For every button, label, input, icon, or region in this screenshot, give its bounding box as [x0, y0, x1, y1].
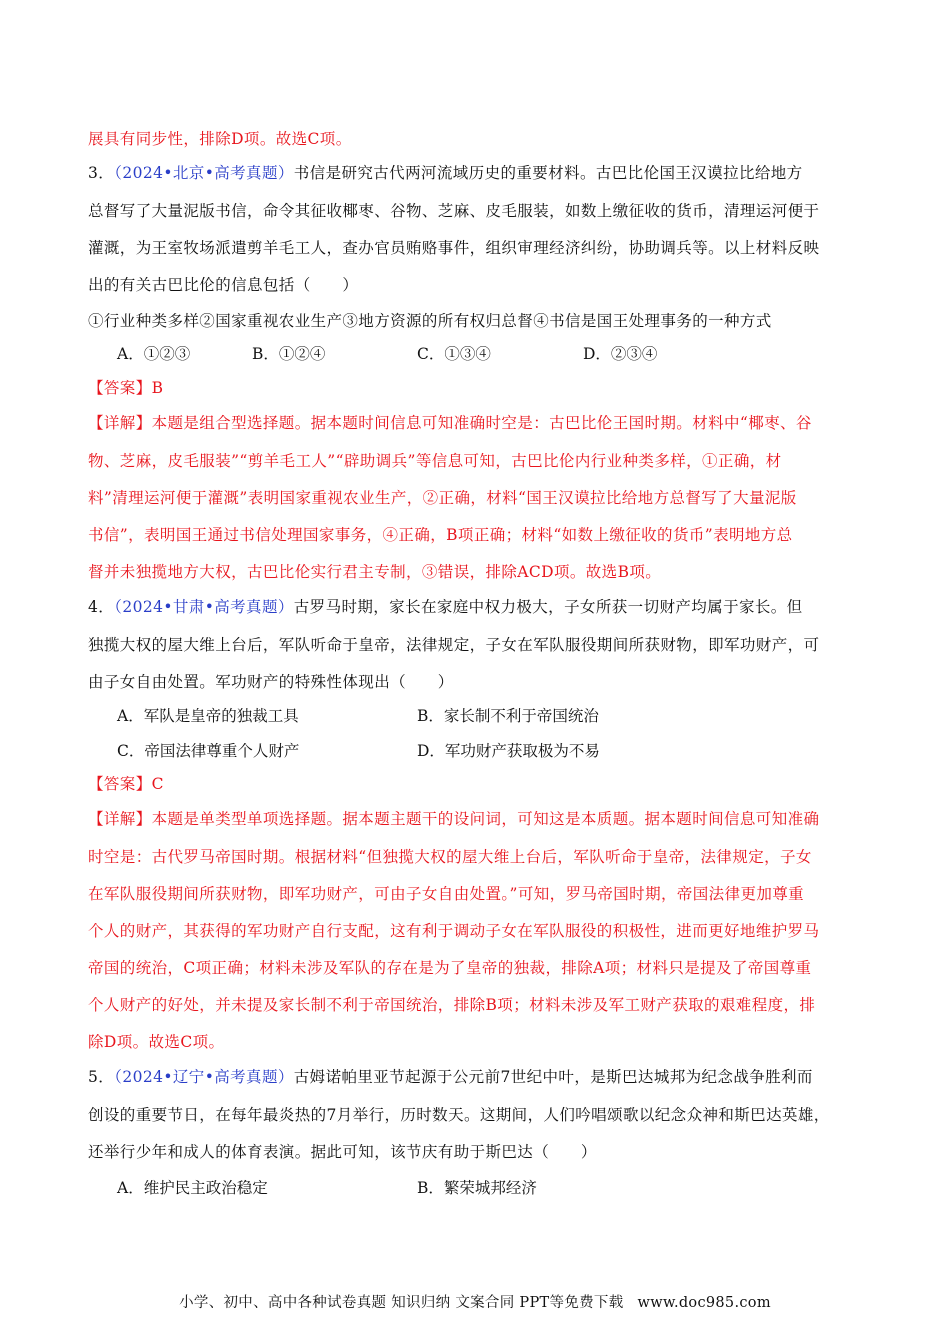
q4-detail-line: 时空是：古代罗马帝国时期。根据材料“但独揽大权的屋大维上台后，军队听命于皇帝，法律规定，子女 [88, 848, 812, 866]
q4-answer: 【答案】C [88, 775, 164, 793]
q4-option-a: A．军队是皇帝的独裁工具 [117, 707, 299, 725]
q5-stem-line: 还举行少年和成人的体育表演。据此可知，该节庆有助于斯巴达（ ） [88, 1143, 597, 1161]
q4-option-c: C．帝国法律尊重个人财产 [117, 742, 300, 760]
q3-stem-line: 出的有关古巴比伦的信息包括（ ） [88, 276, 359, 294]
q4-first-line [88, 596, 803, 618]
q3-number: 3． [88, 164, 115, 182]
q4-detail-line: 个人的财产，其获得的军功财产自行支配，这有利于调动子女在军队服役的积极性，进而更好地维护罗马 [88, 922, 820, 940]
q4-detail-line: 【详解】本题是单类型单项选择题。据本题主题干的设问词，可知这是本质题。据本题时间信息可知准确 [88, 810, 820, 828]
footer-url-link[interactable]: www.doc985.com [637, 1295, 771, 1311]
q4-stem-line: 独揽大权的屋大维上台后，军队听命于皇帝，法律规定，子女在军队服役期间所获财物，即军功财产，可 [88, 636, 820, 654]
q4-detail-line: 个人财产的好处，并未提及家长制不利于帝国统治，排除B项；材料未涉及军工财产获取的艰难程度，排 [88, 996, 816, 1014]
q3-first-line [88, 162, 803, 184]
q3-option-b: B．①②④ [252, 345, 326, 363]
q5-source: （2024•辽宁•高考真题） [114, 1068, 294, 1086]
q5-stem-line: 古姆诺帕里亚节起源于公元前7世纪中叶，是斯巴达城邦为纪念战争胜利而 [293, 1068, 813, 1086]
q4-option-d: D．军功财产获取极为不易 [417, 742, 600, 760]
q5-first-line [88, 1066, 813, 1088]
q4-detail-line: 帝国的统治，C项正确；材料未涉及军队的存在是为了皇帝的独裁，排除A项；材料只是提及了帝国尊重 [88, 959, 812, 977]
q5-number: 5． [88, 1068, 115, 1086]
q5-option-a: A．维护民主政治稳定 [117, 1179, 268, 1197]
q3-option-d: D．②③④ [583, 345, 658, 363]
q3-detail-line: 书信”，表明国王通过书信处理国家事务，④正确，B项正确；材料“如数上缴征收的货币”表明地方总 [88, 526, 793, 544]
q4-detail-line: 除D项。故选C项。 [88, 1033, 225, 1051]
q3-source: （2024•北京•高考真题） [114, 164, 294, 182]
q3-detail-line: 督并未独揽地方大权，古巴比伦实行君主专制，③错误，排除ACD项。故选B项。 [88, 563, 662, 581]
q3-detail-line: 【详解】本题是组合型选择题。据本题时间信息可知准确时空是：古巴比伦王国时期。材料中“椰枣、谷 [88, 414, 812, 432]
q3-statements: ①行业种类多样②国家重视农业生产③地方资源的所有权归总督④书信是国王处理事务的一种方式 [88, 312, 772, 330]
q5-stem-line: 创设的重要节日，在每年最炎热的7月举行，历时数天。这期间，人们吟唱颂歌以纪念众神和斯巴达英雄， [88, 1106, 830, 1124]
q4-source: （2024•甘肃•高考真题） [114, 598, 294, 616]
page-footer [0, 1291, 950, 1312]
q4-option-b: B．家长制不利于帝国统治 [417, 707, 599, 725]
q3-option-c: C．①③④ [417, 345, 491, 363]
q4-number: 4． [88, 598, 115, 616]
q3-answer: 【答案】B [88, 379, 164, 397]
q5-option-b: B．繁荣城邦经济 [417, 1179, 537, 1197]
q3-stem-line: 书信是研究古代两河流域历史的重要材料。古巴比伦国王汉谟拉比给地方 [293, 164, 803, 182]
q3-detail-line: 物、芝麻，皮毛服装”“剪羊毛工人”“辟助调兵”等信息可知，古巴比伦内行业种类多样，①正确，材 [88, 452, 782, 470]
q3-stem-line: 灌溉，为王室牧场派遣剪羊毛工人，查办官员贿赂事件，组织审理经济纠纷，协助调兵等。以上材料反映 [88, 239, 820, 257]
q3-option-a: A．①②③ [117, 345, 191, 363]
q3-detail-line: 料”清理运河便于灌溉”表明国家重视农业生产，②正确，材料“国王汉谟拉比给地方总督写了大量泥版 [88, 489, 797, 507]
q4-detail-line: 在军队服役期间所获财物，即军功财产，可由子女自由处置。”可知，罗马帝国时期，帝国法律更加尊重 [88, 885, 805, 903]
q3-stem-line: 总督写了大量泥版书信，命令其征收椰枣、谷物、芝麻、皮毛服装，如数上缴征收的货币，清理运河便于 [88, 202, 820, 220]
q4-stem-line: 由子女自由处置。军功财产的特殊性体现出（ ） [88, 673, 454, 691]
prev-detail-tail: 展具有同步性，排除D项。故选C项。 [88, 130, 352, 148]
footer-text: 小学、初中、高中各种试卷真题 知识归纳 文案合同 PPT等免费下载 [179, 1295, 624, 1311]
q4-stem-line: 古罗马时期，家长在家庭中权力极大，子女所获一切财产均属于家长。但 [293, 598, 803, 616]
